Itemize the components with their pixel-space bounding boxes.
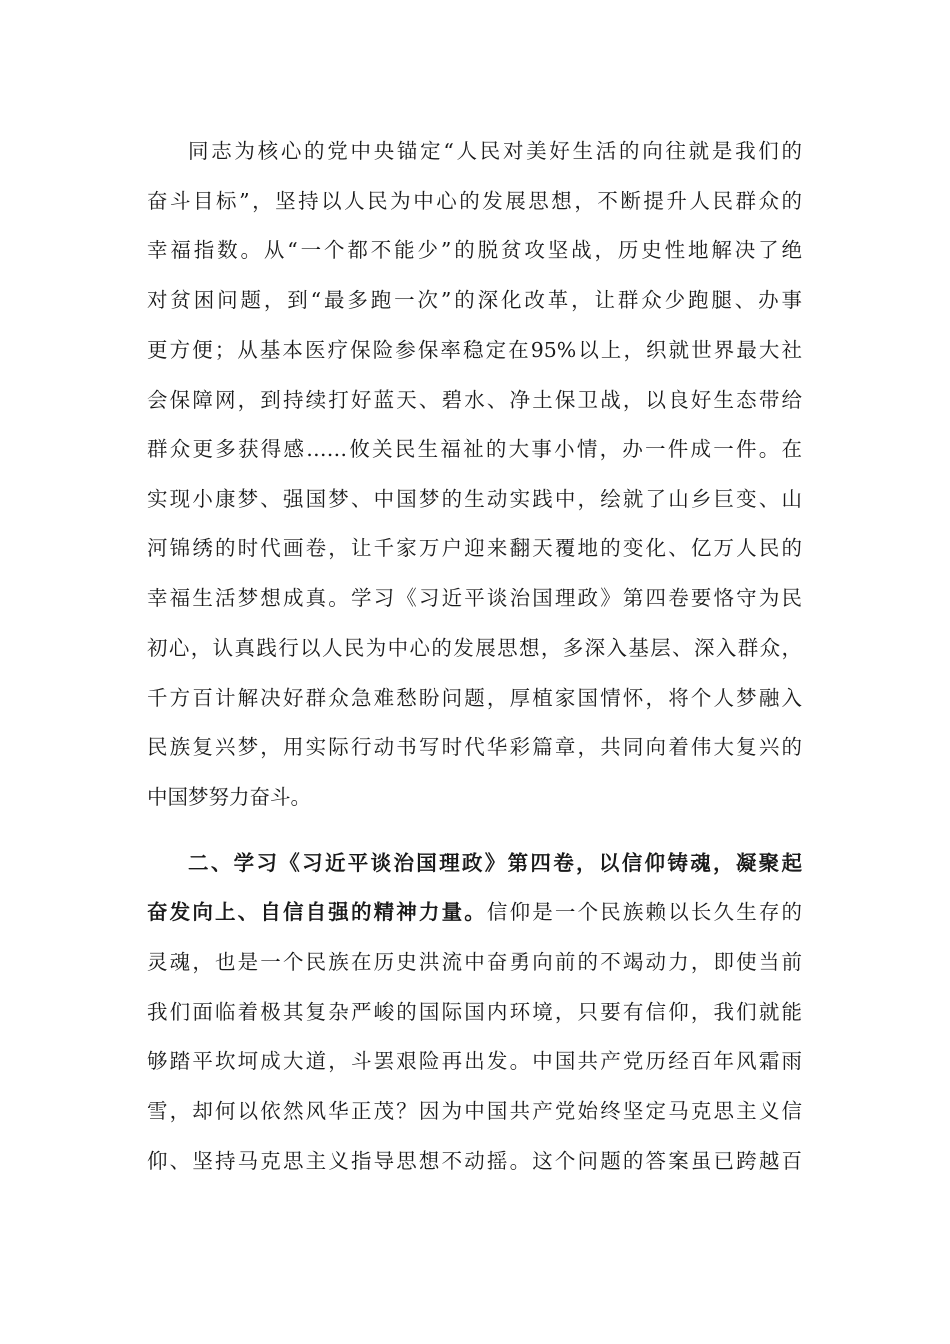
text-line: 中国梦努力奋斗。 [147, 785, 311, 809]
text-line: 更方便；从基本医疗保险参保率稳定在95%以上，织就世界最大社 [147, 338, 802, 362]
text-line: 同志为核心的党中央锚定“人民对美好生活的向往就是我们的 [188, 139, 802, 163]
text-line: 灵魂，也是一个民族在历史洪流中奋勇向前的不竭动力，即使当前 [147, 950, 802, 974]
text-line: 实现小康梦、强国梦、中国梦的生动实践中，绘就了山乡巨变、山 [147, 487, 802, 511]
text-line: 对贫困问题，到“最多跑一次”的深化改革，让群众少跑腿、办事 [147, 288, 802, 312]
text-line: 民族复兴梦，用实际行动书写时代华彩篇章，共同向着伟大复兴的 [147, 735, 802, 759]
text-line: 幸福生活梦想成真。学习《习近平谈治国理政》第四卷要恪守为民 [147, 586, 802, 610]
text-line: 群众更多获得感……攸关民生福祉的大事小情，办一件成一件。在 [147, 437, 802, 461]
section-heading: 二、学习《习近平谈治国理政》第四卷，以信仰铸魂，凝聚起 [188, 851, 802, 875]
text-run: 信仰是一个民族赖以长久生存的 [486, 900, 803, 924]
text-line: 够踏平坎坷成大道，斗罢艰险再出发。中国共产党历经百年风霜雨 [147, 1049, 802, 1073]
text-line: 千方百计解决好群众急难愁盼问题，厚植家国情怀，将个人梦融入 [147, 686, 802, 710]
text-line: 河锦绣的时代画卷，让千家万户迎来翻天覆地的变化、亿万人民的 [147, 536, 802, 560]
text-line: 我们面临着极其复杂严峻的国际国内环境，只要有信仰，我们就能 [147, 1000, 802, 1024]
text-line: 初心，认真践行以人民为中心的发展思想，多深入基层、深入群众， [147, 636, 802, 660]
text-line: 奋斗目标”，坚持以人民为中心的发展思想，不断提升人民群众的 [147, 189, 802, 213]
text-line: 仰、坚持马克思主义指导思想不动摇。这个问题的答案虽已跨越百 [147, 1149, 802, 1173]
text-line [147, 894, 802, 930]
text-line: 雪，却何以依然风华正茂？因为中国共产党始终坚定马克思主义信 [147, 1099, 802, 1123]
text-line: 幸福指数。从“一个都不能少”的脱贫攻坚战，历史性地解决了绝 [147, 238, 802, 262]
section-heading-continued: 奋发向上、自信自强的精神力量。 [147, 900, 487, 924]
text-line: 会保障网，到持续打好蓝天、碧水、净土保卫战，以良好生态带给 [147, 388, 802, 412]
